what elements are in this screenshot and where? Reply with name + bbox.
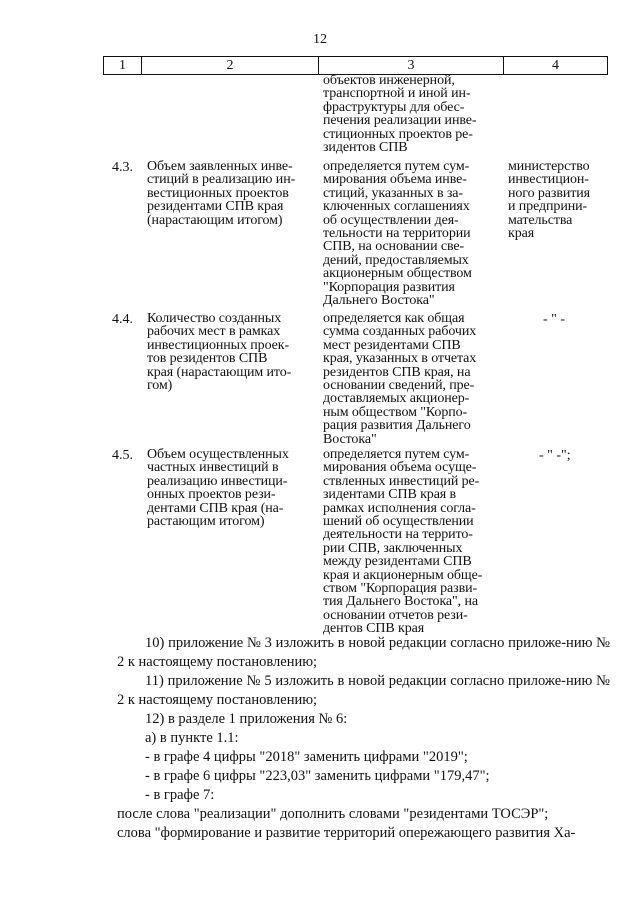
- row-4-5-responsible: - " -";: [539, 448, 571, 463]
- row-4-3-number: 4.3.: [112, 160, 133, 175]
- page-number: 12: [313, 32, 327, 47]
- row-4-4-number: 4.4.: [112, 312, 133, 327]
- row-4-3-responsible: министерство инвестицион- ного развития и предприни- мательства края: [508, 159, 590, 242]
- row-4-5-method: определяется путем сум- мирования объема осуще- ствленных инвестиций ре- зидентами СПВ края в рамках исполнения согла- шений об осуществлении деятельности на террито- рии СПВ, заключенных между резидентами СПВ края и акционерным обще- ством "Корпорация разви- тия Дальнего Востока", на основании отчетов рези- дентов СПВ края: [323, 447, 483, 637]
- paragraph-10: 10) приложение № 3 изложить в новой редакции согласно приложе-нию № 2 к настоящему постановлению;: [117, 635, 610, 670]
- table-header-col-2: 2: [142, 57, 319, 74]
- paragraph-11: 11) приложение № 5 изложить в новой редакции согласно приложе-нию № 2 к настоящему постановлению;: [117, 673, 610, 708]
- row-4-3-method: определяется путем сум- мирования объема инве- стиций, указанных в за- ключенных соглашениях об осуществлении дея- тельности на территории СПВ, на основании све- дений, предоставляемых акционерным обществом "Корпорация развития Дальнего Востока": [323, 159, 472, 309]
- paragraph-12-a: а) в пункте 1.1:: [145, 730, 239, 746]
- paragraph-words: слова "формирование и развитие территорий опережающего развития Ха-: [117, 825, 576, 841]
- row-4-5-number: 4.5.: [112, 448, 133, 463]
- paragraph-after-word: после слова "реализации" дополнить словами "резидентами ТОСЭР";: [117, 806, 549, 822]
- continuation-method-text: объектов инженерной, транспортной и иной ин- фраструктуры для обес- печения реализации инве- стиционных проектов ре- зидентов СПВ: [323, 73, 477, 156]
- row-4-4-indicator: Количество созданных рабочих мест в рамках инвестиционных проек- тов резидентов СПВ края (нарастающим ито- гом): [147, 311, 292, 394]
- row-4-5-indicator: Объем осуществленных частных инвестиций в реализацию инвестици- онных проектов рези- дентами СПВ края (на- растающим итогом): [147, 447, 289, 530]
- row-4-4-method: определяется как общая сумма созданных рабочих мест резидентами СПВ края, указанных в отчетах резидентов СПВ края, на основании сведений, пре- доставляемых акционер- ным обществом "Корпо- рация развития Дальнего Востока": [323, 311, 477, 447]
- paragraph-12: 12) в разделе 1 приложения № 6:: [145, 711, 348, 727]
- paragraph-graph-4: - в графе 4 цифры "2018" заменить цифрами "2019";: [145, 749, 468, 765]
- table-header-col-4: 4: [552, 58, 559, 73]
- row-4-4-responsible: - " -: [543, 312, 566, 327]
- table-header-col-3: 3: [319, 57, 504, 74]
- row-4-3-indicator: Объем заявленных инве- стиций в реализацию ин- вестиционных проектов резидентами СПВ края (нарастающим итогом): [147, 159, 296, 228]
- paragraph-graph-6: - в графе 6 цифры "223,03" заменить цифрами "179,47";: [145, 768, 490, 784]
- table-header-col-1: 1: [104, 57, 142, 74]
- paragraph-graph-7: - в графе 7:: [145, 787, 215, 803]
